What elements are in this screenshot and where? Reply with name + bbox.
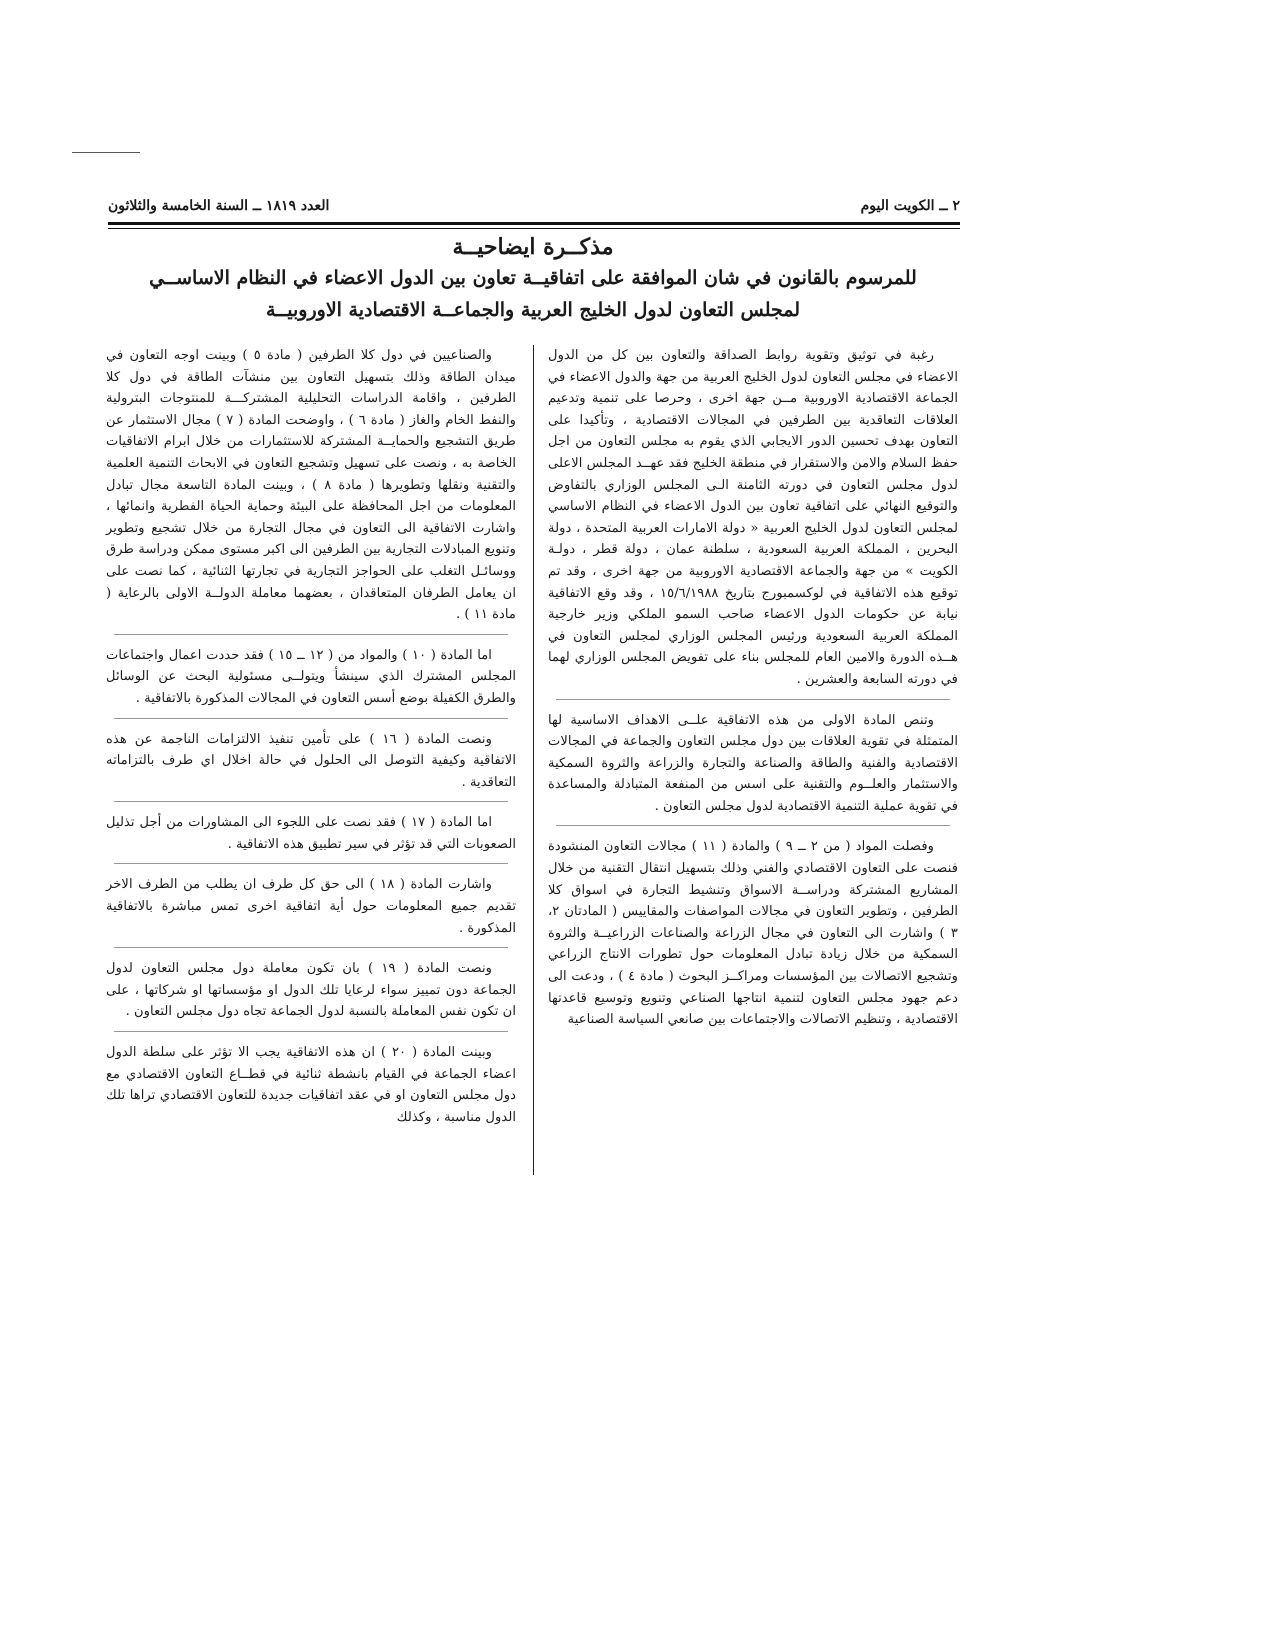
left-column — [106, 345, 516, 1136]
column-divider — [533, 345, 534, 1175]
paragraph: ونصت المادة ( ١٩ ) بان تكون معاملة دول مجلس التعاون لدول الجماعة دون تمييز سواء لرعايا تلك الدول او مؤسساتها او شركاتها ، على ان تكون نفس المعاملة بالنسبة لدول الجماعة تجاه دول مجلس التعاون . — [106, 961, 516, 1020]
header-rule — [108, 222, 960, 225]
paragraph-separator — [114, 801, 508, 802]
paragraph: اما المادة ( ١٧ ) فقد نصت على اللجوء الى المشاورات من أجل تذليل الصعوبات التي قد تؤثر في سير تطبيق هذه الاتفاقية . — [106, 815, 516, 852]
subtitle-line-1: للمرسوم بالقانون في شان الموافقة على اتفاقيــة تعاون بين الدول الاعضاء في النظام الاساســي — [149, 267, 917, 289]
header-issue: العدد ١٨١٩ ــ السنة الخامسة والثلاثون — [108, 198, 330, 214]
paragraph: وتنص المادة الاولى من هذه الاتفاقية علــى الاهداف الاساسية لها المتمثلة في تقوية العلاقات بين دول مجلس التعاون والجماعة في المجالات الاقتصادية والفنية والطاقة والصناعة والتجارة والزراعة والثروة السمكية والاستثمار والعلــوم والتقنية على اسس من المنفعة المتبادلة والمساعدة في تقوية عملية التنمية الاقتصادية لدول مجلس التعاون . — [548, 712, 958, 814]
subtitle-line-2: لمجلس التعاون لدول الخليج العربية والجماعــة الاقتصادية الاوروبيــة — [265, 299, 801, 321]
scan-mark — [72, 152, 140, 153]
header-page-title: ٢ ــ الكويت اليوم — [860, 198, 960, 214]
paragraph: والصناعيين في دول كلا الطرفين ( مادة ٥ ) وبينت اوجه التعاون في ميدان الطاقة وذلك بتسهيل التعاون بين منشآت الطاقة في دول كلا الطرفين ، واقامة الدراسات التحليلية المشتركـــة للمنتوجات البترولية والنفط الخام والغاز ( مادة ٦ ) ، واوضحت المادة ( ٧ ) مجال الاستثمار عن طريق التشجيع والحمايــة المشتركة للاستثمارات من خلال ابرام الاتفاقيات الخاصة به ، ونصت على تسهيل وتشجيع التعاون في الابحاث التنمية العلمية والتقنية ونقلها وتطويرها ( مادة ٨ ) ، وبينت المادة التاسعة مجال تبادل المعلومات من اجل المحافظة على البيئة وحماية الحياة الفطرية وانمائها ، واشارت الاتفاقية الى التعاون في مجال التجارة من خلال تشجيع وتطوير وتنويع المبادلات التجارية بين الطرفين الى اكبر مستوى ممكن ودراسة طرق ووسائـل التغلب على الحواجز التجارية في تجارتها الثنائية ، كما نصت على ان يعامل الطرفان المتعاقدان ، بعضهما معاملة الدولــة الاولى بالرعاية ( مادة ١١ ) . — [106, 348, 516, 623]
header-rule-thin — [108, 228, 960, 229]
paragraph: واشارت المادة ( ١٨ ) الى حق كل طرف ان يطلب من الطرف الاخر تقديم جميع المعلومات حول أية اتفاقية اخرى تمس مباشرة بالاتفاقية المذكورة . — [106, 877, 516, 936]
paragraph: ونصت المادة ( ١٦ ) على تأمين تنفيذ الالتزامات الناجمة عن هذه الاتفاقية وكيفية التوصل الى الحلول في حالة اخلال اي طرف بالتزاماته التعاقدية . — [106, 731, 516, 790]
paragraph-separator — [114, 1031, 508, 1032]
title-block — [100, 232, 966, 326]
paragraph: رغبة في توثيق وتقوية روابط الصداقة والتعاون بين كل من الدول الاعضاء في مجلس التعاون لدول الخليج العربية من جهة والدول الاعضاء في الجماعة الاقتصادية الاوروبية مــن جهة اخرى ، وحرصا على تنمية وتدعيم العلاقات التعاقدية بين الطرفين في المجالات الاقتصادية ، وتأكيدا على التعاون بهدف تحسين الدور الايجابي الذي يقوم به مجلس التعاون من اجل حفظ السلام والامن والاستقرار في منطقة الخليج فقد عهــد المجلس الاعلى لدول مجلس التعاون في دورته الثامنة الـى المجلس الوزاري بالتفاوض والتوقيع النهائي على اتفاقية تعاون بين الدول الاعضاء في النظام الاساسي لمجلس التعاون لدول الخليج العربية « دولة الامارات العربية المتحدة ، دولة البحرين ، المملكة العربية السعودية ، سلطنة عمان ، دولة قطر ، دولـة الكويت » من جهة والجماعة الاقتصادية الاوروبية من جهة اخرى ، وقد تم توقيع هذه الاتفاقية في لوكسمبورج بتاريخ ١٥/٦/١٩٨٨ ، وقد وقع الاتفاقية نيابة عن حكومات الدول الاعضاء صاحب السمو الملكي وزير خارجية المملكة العربية السعودية ورئيس المجلس الوزاري لمجلس التعاون في هــذه الدورة والامين العام للمجلس بناء على تفويض المجلس الوزاري لهما في دورته السابعة والعشرين . — [548, 348, 958, 687]
paragraph-separator — [114, 863, 508, 864]
page-header — [108, 196, 960, 220]
paragraph: وبينت المادة ( ٢٠ ) ان هذه الاتفاقية يجب الا تؤثر على سلطة الدول اعضاء الجماعة في القيام بانشطة ثنائية في قطــاع التعاون الاقتصادي مع دول مجلس التعاون او في عقد اتفاقيات جديدة للتعاون الاقتصادي تراها تلك الدول مناسبة ، وكذلك — [106, 1045, 516, 1125]
paragraph: وفصلت المواد ( من ٢ ــ ٩ ) والمادة ( ١١ ) مجالات التعاون المنشودة فنصت على التعاون الاقتصادي والفني وذلك بتسهيل انتقال التقنية من خلال المشاريع المشتركة ودراســة الاسواق وتنشيط التجارة في اسواق كلا الطرفين ، وتطوير التعاون في مجالات المواصفات والمقاييس ( المادتان ٢، ٣ ) واشارت الى التعاون في مجال الزراعة والصناعات الزراعيــة والثروة السمكية من خلال زيادة تبادل المعلومات حول تطورات الانتاج الزراعي وتشجيع الاتصالات بين المؤسسات ومراكــز البحوث ( مادة ٤ ) ، ودعت الى دعم جهود مجلس التعاون لتنمية انتاجها الصناعي وتنويع وتوسيع قاعدتها الاقتصادية ، وتنظيم الاتصالات والاجتماعات بين صانعي السياسة الصناعية — [548, 839, 958, 1028]
paragraph-separator — [114, 634, 508, 635]
paragraph-separator — [114, 947, 508, 948]
body-columns — [106, 345, 958, 1345]
paragraph: اما المادة ( ١٠ ) والمواد من ( ١٢ ــ ١٥ ) فقد حددت اعمال واجتماعات المجلس المشترك الذي سينشأ ويتولــى مسئولية البحث عن الوسائل والطرق الكفيلة بوضع أسس التعاون في المجالات المذكورة بالاتفاقية . — [106, 647, 516, 706]
right-column — [548, 345, 958, 1039]
paragraph-separator — [556, 825, 950, 826]
paragraph-separator — [556, 699, 950, 700]
document-title: مذكــرة ايضاحيــة — [452, 234, 614, 260]
paragraph-separator — [114, 718, 508, 719]
